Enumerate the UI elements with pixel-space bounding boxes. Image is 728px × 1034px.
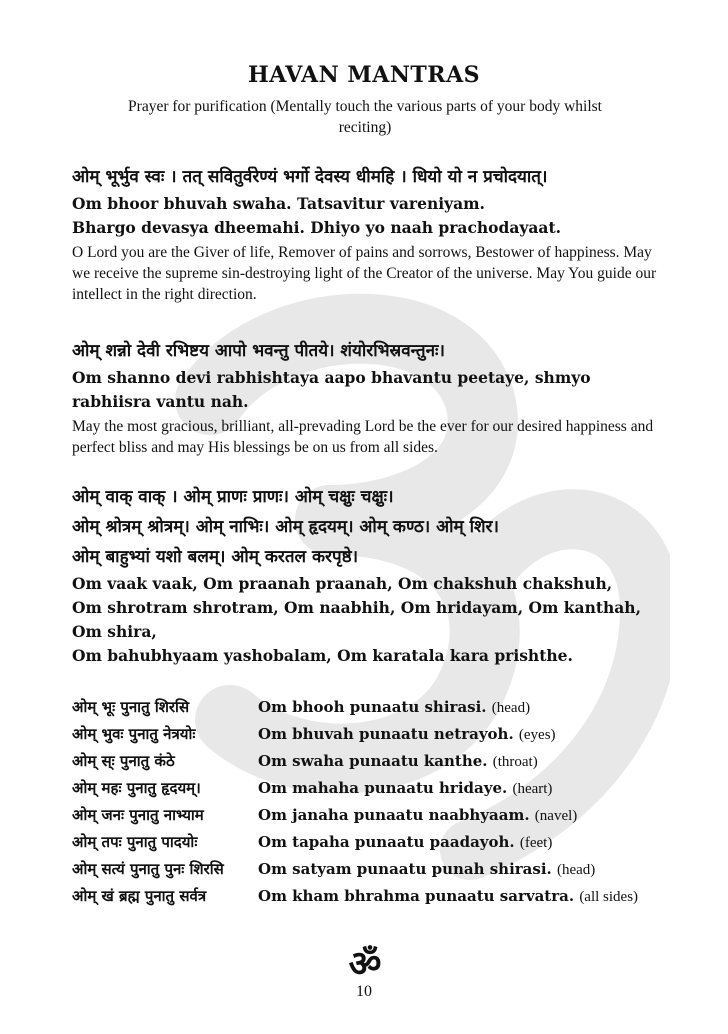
roman-line: Om shanno devi rabhishtaya aapo bhavantu peetaye, shmyo rabhiisra vantu nah. — [72, 368, 591, 411]
page-subtitle: Prayer for purification (Mentally touch the various parts of your body whilst reciting) — [128, 98, 602, 136]
roman-line: Om shrotram shrotram, Om naabhih, Om hridayam, Om kanthah, Om shira, — [72, 598, 641, 641]
roman-cell: Om bhooh punaatu shirasi. (head) — [258, 698, 531, 716]
roman-cell: Om satyam punaatu punah shirasi. (head) — [258, 860, 596, 878]
page-title: HAVAN MANTRAS — [247, 62, 481, 88]
roman-cell: Om kham bhrahma punaatu sarvatra. (all sides) — [258, 887, 639, 905]
english-translation: O Lord you are the Giver of life, Remover of pains and sorrows, Bestower of happiness. May we receive the supreme sin-destroying light of the Creator of the universe. May You guide our intellect in the right direction. — [72, 244, 657, 303]
roman-line: Bhargo devasya dheemahi. Dhiyo yo naah prachodayaat. — [72, 218, 562, 237]
hindi-line: ओम् वाक् वाक् । ओम् प्राणः प्राणः। ओम् चक्षुः चक्षुः। — [72, 487, 394, 507]
hindi-line: ओम् भूर्भुव स्वः । तत् सवितुर्वरेण्यं भर्गो देवस्य धीमहि । धियो यो न प्रचोदयात्। — [72, 167, 548, 187]
roman-line: Om bahubhyaam yashobalam, Om karatala kara prishthe. — [72, 646, 573, 665]
english-translation: May the most gracious, brilliant, all-prevading Lord be the ever for our desired happiness and perfect bliss and may His blessings be on us from all sides. — [72, 418, 654, 456]
hindi-cell: ओम् भूः पुनातु शिरसि — [72, 698, 190, 716]
hindi-cell: ओम् सत्यं पुनातु पुनः शिरसि — [72, 860, 224, 878]
hindi-cell: ओम् स्ः पुनातु कंठे — [72, 752, 175, 770]
list-item — [72, 775, 672, 802]
page-number: 10 — [356, 983, 372, 1000]
list-item — [72, 802, 672, 829]
hindi-cell: ओम् महः पुनातु हृदयम्। — [72, 779, 201, 797]
hindi-cell: ओम् खं ब्रह्म पुनातु सर्वत्र — [72, 887, 207, 905]
roman-cell: Om swaha punaatu kanthe. (throat) — [258, 752, 538, 770]
roman-cell: Om tapaha punaatu paadayoh. (feet) — [258, 833, 553, 851]
roman-cell: Om bhuvah punaatu netrayoh. (eyes) — [258, 725, 556, 743]
list-item — [72, 721, 672, 748]
hindi-cell: ओम् भुवः पुनातु नेत्रयोः — [72, 725, 196, 743]
mantra-section-shanno — [72, 336, 662, 458]
body-part-note: (throat) — [492, 754, 538, 770]
list-item — [72, 829, 672, 856]
hindi-line: ओम् शन्नो देवी रभिष्टय आपो भवन्तु पीतये। शंयोरभिस्रवन्तुनः। — [72, 341, 445, 361]
body-part-note: (heart) — [512, 781, 553, 797]
hindi-line: ओम् बाहुभ्यां यशो बलम्। ओम् करतल करपृष्ठे। — [72, 547, 359, 567]
mantra-section-body — [72, 482, 662, 668]
body-part-note: (head) — [491, 700, 531, 716]
body-part-note: (eyes) — [518, 727, 556, 743]
hindi-cell: ओम् तपः पुनातु पादयोः — [72, 833, 198, 851]
hindi-line: ओम् श्रोत्रम् श्रोत्रम्। ओम् नाभिः। ओम् हृदयम्। ओम् कण्ठ। ओम् शिर। — [72, 517, 499, 537]
body-part-note: (head) — [557, 862, 596, 878]
body-part-note: (navel) — [534, 808, 578, 824]
mantra-section-gayatri — [72, 162, 662, 305]
hindi-cell: ओम् जनः पुनातु नाभ्याम — [72, 806, 204, 824]
roman-line: Om vaak vaak, Om praanah praanah, Om chakshuh chakshuh, — [72, 574, 613, 593]
om-icon: ॐ — [348, 944, 382, 985]
list-item — [72, 883, 672, 910]
list-item — [72, 694, 672, 721]
body-part-note: (feet) — [519, 835, 553, 851]
list-item — [72, 748, 672, 775]
body-part-note: (all sides) — [579, 889, 639, 905]
roman-cell: Om janaha punaatu naabhyaam. (navel) — [258, 806, 578, 824]
list-item — [72, 856, 672, 883]
roman-line: Om bhoor bhuvah swaha. Tatsavitur vareniyam. — [72, 194, 485, 213]
roman-cell: Om mahaha punaatu hridaye. (heart) — [258, 779, 553, 797]
